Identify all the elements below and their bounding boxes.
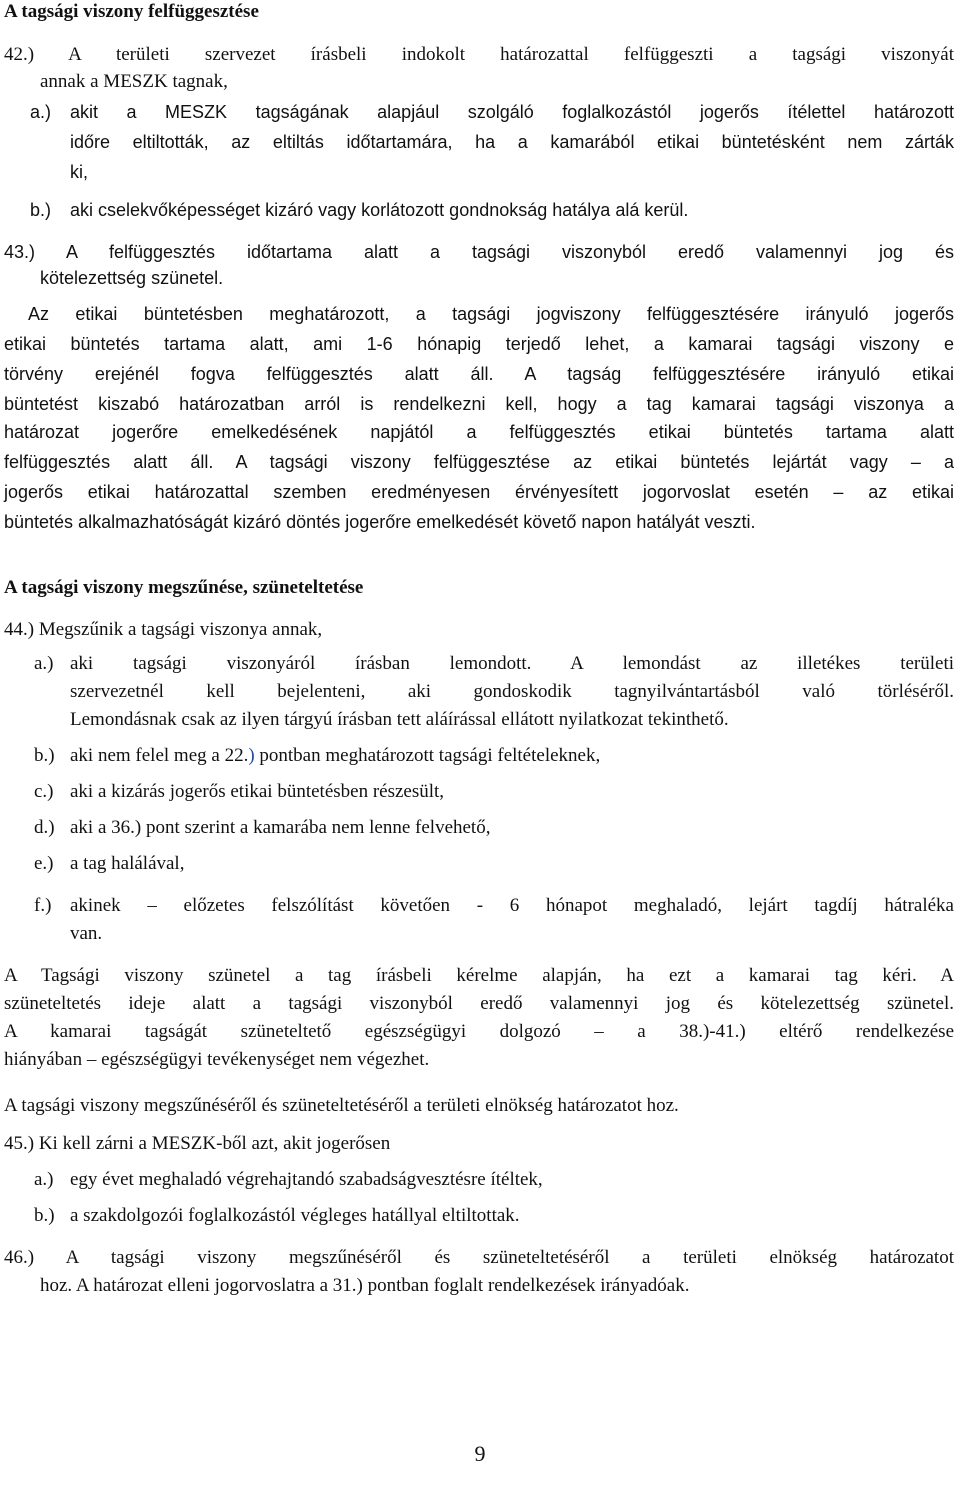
list-label-45a: a.) bbox=[34, 1169, 54, 1190]
list-item-44b-text-before: aki nem felel meg a 22. bbox=[70, 745, 249, 766]
list-item-44a-line1: aki tagsági viszonyáról írásban lemondott. A lemondást az illetékes területi bbox=[70, 653, 954, 674]
paragraph-ethics-line4: büntetést kiszabó határozatban arról is rendelkezni kell, hogy a tag kamarai tagsági viszonya a bbox=[4, 394, 954, 414]
page-number: 9 bbox=[474, 1441, 486, 1466]
list-item-44d-line1: aki a 36.) pont szerint a kamarába nem lenne felvehető, bbox=[70, 817, 491, 838]
paragraph-ethics-line5: határozat jogerőre emelkedésének napjától a felfüggesztés etikai büntetés tartama alatt bbox=[4, 422, 954, 442]
paragraph-suspension-line3: A kamarai tagságát szüneteltető egészségügyi dolgozó – a 38.)-41.) eltérő rendelkezése bbox=[4, 1021, 954, 1042]
paragraph-44-line1: 44.) Megszűnik a tagsági viszonya annak, bbox=[4, 619, 323, 640]
paragraph-ethics-line7: jogerős etikai határozattal szemben eredményesen érvényesített jogorvoslat esetén – az etikai bbox=[4, 482, 954, 502]
list-item-45a-line1: egy évet meghaladó végrehajtandó szabadságvesztésre ítéltek, bbox=[70, 1169, 543, 1190]
list-label-44f: f.) bbox=[34, 895, 52, 916]
list-item-a-line2: időre eltiltották, az eltiltás időtartamára, ha a kamarából etikai büntetésként nem zárták bbox=[70, 132, 954, 152]
list-item-44b-text-after: pontban meghatározott tagsági feltételeknek, bbox=[254, 745, 601, 766]
paragraph-42-line2: annak a MESZK tagnak, bbox=[40, 71, 228, 92]
paragraph-ethics-line1: Az etikai büntetésben meghatározott, a tagsági jogviszony felfüggesztésére irányuló jogerős bbox=[28, 304, 954, 324]
paragraph-45-line1: 45.) Ki kell zárni a MESZK-ből azt, akit jogerősen bbox=[4, 1133, 391, 1154]
paragraph-suspension-line2: szüneteltetés ideje alatt a tagsági viszonyból eredő valamennyi jog és kötelezettség szünetel. bbox=[4, 993, 954, 1014]
list-label-44d: d.) bbox=[34, 817, 55, 838]
paragraph-46-line1: 46.) A tagsági viszony megszűnéséről és szüneteltetéséről a területi elnökség határozatot bbox=[4, 1247, 954, 1268]
section-title-suspension: A tagsági viszony felfüggesztése bbox=[4, 1, 259, 22]
list-label-44b: b.) bbox=[34, 745, 55, 766]
paragraph-suspension-line4: hiányában – egészségügyi tevékenységet nem végezhet. bbox=[4, 1049, 430, 1070]
list-label-a: a.) bbox=[30, 102, 52, 122]
list-item-44e-line1: a tag halálával, bbox=[70, 853, 185, 874]
list-item-44f-line2: van. bbox=[70, 923, 103, 944]
list-label-44e: e.) bbox=[34, 853, 54, 874]
section-title-termination: A tagsági viszony megszűnése, szüneteltetése bbox=[4, 577, 364, 598]
list-item-44c-line1: aki a kizárás jogerős etikai büntetésben részesült, bbox=[70, 781, 445, 802]
list-item-a-line3: ki, bbox=[70, 162, 88, 182]
paragraph-decision-line1: A tagsági viszony megszűnéséről és szüneteltetéséről a területi elnökség határozatot hoz. bbox=[4, 1095, 679, 1116]
list-item-a-line1: akit a MESZK tagságának alapjául szolgáló foglalkozástól jogerős ítélettel határozott bbox=[70, 102, 954, 122]
list-item-44a-line2: szervezetnél kell bejelenteni, aki gondoskodik tagnyilvántartásból való törléséről. bbox=[70, 681, 954, 702]
list-label-45b: b.) bbox=[34, 1205, 55, 1226]
paragraph-46-line2: hoz. A határozat elleni jogorvoslatra a 31.) pontban foglalt rendelkezések irányadóak. bbox=[40, 1275, 690, 1296]
list-label-44a: a.) bbox=[34, 653, 54, 674]
paragraph-ethics-line8: büntetés alkalmazhatóságát kizáró döntés jogerőre emelkedését követő napon hatályát veszti. bbox=[4, 512, 756, 532]
paragraph-43-line2: kötelezettség szünetel. bbox=[40, 268, 224, 288]
paragraph-ethics-line2: etikai büntetés tartama alatt, ami 1-6 hónapig terjedő lehet, a kamarai tagsági viszony e bbox=[4, 334, 954, 354]
paragraph-ethics-line3: törvény erejénél fogva felfüggesztés alatt áll. A tagság felfüggesztésére irányuló etikai bbox=[4, 364, 954, 384]
list-label-b: b.) bbox=[30, 200, 52, 220]
paragraph-suspension-line1: A Tagsági viszony szünetel a tag írásbeli kérelme alapján, ha ezt a kamarai tag kéri. A bbox=[4, 965, 954, 986]
list-item-44f-line1: akinek – előzetes felszólítást követően - 6 hónapot meghaladó, lejárt tagdíj hátraléka bbox=[70, 895, 954, 916]
list-label-44c: c.) bbox=[34, 781, 54, 802]
paragraph-42-line1: 42.) A területi szervezet írásbeli indokolt határozattal felfüggeszti a tagsági viszonyát bbox=[4, 44, 954, 65]
list-item-45b-line1: a szakdolgozói foglalkozástól végleges hatállyal eltiltottak. bbox=[70, 1205, 520, 1226]
list-item-b-line1: aki cselekvőképességet kizáró vagy korlátozott gondnokság hatálya alá kerül. bbox=[70, 200, 689, 220]
paragraph-ethics-line6: felfüggesztés alatt áll. A tagsági viszony felfüggesztése az etikai büntetés lejártát vagy – a bbox=[4, 452, 954, 472]
list-item-44b-line1 bbox=[70, 744, 600, 768]
paragraph-43-line1: 43.) A felfüggesztés időtartama alatt a tagsági viszonyból eredő valamennyi jog és bbox=[4, 242, 954, 262]
list-item-44b-blue-paren: ) bbox=[248, 745, 255, 766]
list-item-44a-line3: Lemondásnak csak az ilyen tárgyú írásban tett aláírással ellátott nyilatkozat tekinthető. bbox=[70, 709, 729, 730]
